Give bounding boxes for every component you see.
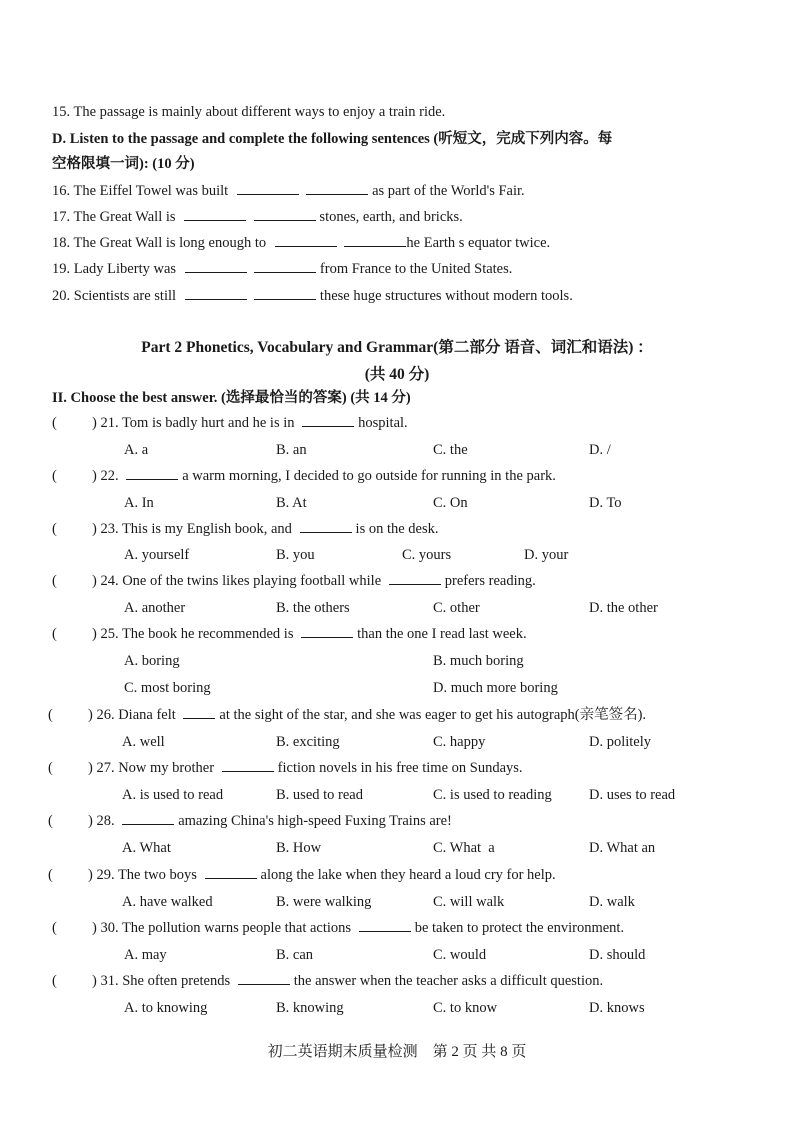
question-18 — [52, 234, 550, 252]
option-c[interactable]: C. will walk — [433, 894, 505, 910]
answer-blank[interactable] — [275, 234, 337, 247]
option-c[interactable]: C. other — [433, 600, 480, 616]
option-a[interactable]: A. What — [122, 840, 171, 856]
question-stem-end: is on the desk. — [355, 521, 439, 537]
answer-blank[interactable] — [254, 260, 316, 273]
question-18-stem-end: he Earth s equator twice. — [406, 235, 551, 251]
question-stem-start: ) 29. The two boys — [88, 867, 197, 883]
answer-blank — [300, 520, 352, 533]
answer-blank[interactable] — [237, 182, 299, 195]
question-stem-start: ) 21. Tom is badly hurt and he is in — [92, 415, 295, 431]
option-d[interactable]: D. walk — [589, 894, 635, 910]
option-d[interactable]: D. your — [524, 547, 569, 563]
option-b[interactable]: B. knowing — [276, 1000, 344, 1016]
option-a[interactable]: A. yourself — [124, 547, 190, 563]
part2-title-line1: Part 2 Phonetics, Vocabulary and Grammar(第二部分 语音、词汇和语法) ： — [141, 339, 653, 356]
option-b[interactable]: B. How — [276, 840, 322, 856]
option-c[interactable]: C. happy — [433, 734, 486, 750]
option-a[interactable]: A. well — [122, 734, 165, 750]
option-d[interactable]: D. To — [589, 495, 622, 511]
question-stem-start: ) 22. — [92, 468, 119, 484]
answer-blank[interactable] — [185, 260, 247, 273]
option-c[interactable]: C. On — [433, 495, 468, 511]
answer-blank[interactable] — [306, 182, 368, 195]
part2-title-line2: (共 40 分) — [364, 366, 430, 383]
answer-blank — [126, 467, 178, 480]
option-b[interactable]: B. an — [276, 442, 307, 458]
question-stem-start: ) 27. Now my brother — [88, 760, 215, 776]
question-18-stem-start: 18. The Great Wall is long enough to — [52, 235, 267, 251]
option-a[interactable]: A. to knowing — [124, 1000, 208, 1016]
answer-paren[interactable]: ( — [52, 468, 57, 484]
question-21 — [92, 414, 408, 432]
answer-paren[interactable]: ( — [48, 867, 53, 883]
answer-blank[interactable] — [254, 208, 316, 221]
option-c[interactable]: C. would — [433, 947, 487, 963]
question-stem-end: along the lake when they heard a loud cry for help. — [260, 867, 556, 883]
option-a[interactable]: A. boring — [124, 653, 180, 669]
option-a[interactable]: A. is used to read — [122, 787, 224, 803]
answer-blank — [301, 625, 353, 638]
question-27 — [88, 759, 523, 777]
question-stem-start: ) 31. She often pretends — [92, 973, 231, 989]
question-29 — [88, 866, 556, 884]
question-25 — [92, 625, 527, 643]
question-30 — [92, 919, 624, 937]
question-28 — [88, 812, 452, 830]
question-24 — [92, 572, 536, 590]
option-d[interactable]: D. much more boring — [433, 680, 558, 696]
question-stem-end: the answer when the teacher asks a difficult question. — [293, 973, 604, 989]
question-20-stem-end: these huge structures without modern tools. — [319, 288, 573, 304]
question-stem-end: at the sight of the star, and she was eager to get his autograph(亲笔签名). — [219, 707, 647, 723]
question-17 — [52, 208, 463, 226]
answer-paren[interactable]: ( — [48, 760, 53, 776]
option-d[interactable]: D. the other — [589, 600, 658, 616]
question-stem-end: be taken to protect the environment. — [414, 920, 625, 936]
question-26 — [88, 706, 646, 724]
option-c[interactable]: C. most boring — [124, 680, 211, 696]
question-15: 15. The passage is mainly about different ways to enjoy a train ride. — [52, 104, 446, 120]
option-c[interactable]: C. to know — [433, 1000, 498, 1016]
answer-blank[interactable] — [184, 208, 246, 221]
question-stem-start: ) 25. The book he recommended is — [92, 626, 294, 642]
question-20-stem-start: 20. Scientists are still — [52, 288, 177, 304]
question-23 — [92, 520, 439, 538]
question-stem-start: ) 23. This is my English book, and — [92, 521, 292, 537]
option-a[interactable]: A. In — [124, 495, 154, 511]
question-19-stem-end: from France to the United States. — [319, 261, 513, 277]
question-stem-end: fiction novels in his free time on Sundays. — [277, 760, 523, 776]
question-stem-end: than the one I read last week. — [357, 626, 527, 642]
question-stem-end: amazing China's high-speed Fuxing Trains are! — [178, 813, 452, 829]
answer-blank — [238, 972, 290, 985]
option-d[interactable]: D. should — [589, 947, 646, 963]
option-d[interactable]: D. knows — [589, 1000, 645, 1016]
option-b[interactable]: B. were walking — [276, 894, 372, 910]
option-b[interactable]: B. At — [276, 495, 307, 511]
option-a[interactable]: A. another — [124, 600, 186, 616]
answer-paren[interactable]: ( — [52, 626, 57, 642]
answer-paren[interactable]: ( — [52, 920, 57, 936]
answer-blank — [205, 866, 257, 879]
question-19 — [52, 260, 512, 278]
option-c[interactable]: C. the — [433, 442, 468, 458]
option-a[interactable]: A. may — [124, 947, 167, 963]
answer-paren[interactable]: ( — [52, 521, 57, 537]
question-16 — [52, 182, 525, 200]
question-19-stem-start: 19. Lady Liberty was — [52, 261, 177, 277]
option-b[interactable]: B. you — [276, 547, 315, 563]
question-16-stem-end: as part of the World's Fair. — [372, 183, 525, 199]
section-d-instruction-line1: D. Listen to the passage and complete the following sentences (听短文，完成下列内容。每 — [52, 131, 613, 147]
question-stem-end: hospital. — [358, 415, 408, 431]
option-d[interactable]: D. / — [589, 442, 611, 458]
question-stem-end: a warm morning, I decided to go outside for running in the park. — [182, 468, 556, 484]
answer-blank — [222, 759, 274, 772]
page-footer: 初二英语期末质量检测 第 2 页 共 8 页 — [267, 1044, 527, 1060]
answer-paren[interactable]: ( — [48, 813, 53, 829]
option-c[interactable]: C. yours — [402, 547, 452, 563]
question-stem-end: prefers reading. — [444, 573, 536, 589]
option-a[interactable]: A. a — [124, 442, 149, 458]
question-stem-start: ) 26. Diana felt — [88, 707, 176, 723]
question-stem-start: ) 30. The pollution warns people that actions — [92, 920, 352, 936]
answer-blank — [302, 414, 354, 427]
option-b[interactable]: B. much boring — [433, 653, 524, 669]
answer-blank[interactable] — [344, 234, 406, 247]
answer-paren[interactable]: ( — [52, 573, 57, 589]
answer-blank — [122, 812, 174, 825]
option-d[interactable]: D. uses to read — [589, 787, 676, 803]
answer-blank — [389, 572, 441, 585]
answer-blank — [359, 919, 411, 932]
option-a[interactable]: A. have walked — [122, 894, 213, 910]
option-d[interactable]: D. What an — [589, 840, 656, 856]
question-stem-start: ) 24. One of the twins likes playing football while — [92, 573, 382, 589]
option-b[interactable]: B. used to read — [276, 787, 363, 803]
question-22 — [92, 467, 556, 485]
option-d[interactable]: D. politely — [589, 734, 652, 750]
answer-paren[interactable]: ( — [48, 707, 53, 723]
question-20 — [52, 287, 573, 305]
question-31 — [92, 972, 603, 990]
option-b[interactable]: B. exciting — [276, 734, 340, 750]
section-d-instruction-line2: 空格限填一词): (10 分) — [52, 156, 195, 172]
option-b[interactable]: B. the others — [276, 600, 350, 616]
option-c[interactable]: C. is used to reading — [433, 787, 552, 803]
question-17-stem-start: 17. The Great Wall is — [52, 209, 176, 225]
answer-blank[interactable] — [254, 287, 316, 300]
answer-blank[interactable] — [185, 287, 247, 300]
answer-blank — [183, 706, 215, 719]
section-ii-title: II. Choose the best answer. (选择最恰当的答案) (共 14 分) — [52, 390, 411, 406]
option-c[interactable]: C. What a — [433, 840, 495, 856]
option-b[interactable]: B. can — [276, 947, 314, 963]
question-stem-start: ) 28. — [88, 813, 115, 829]
question-16-stem-start: 16. The Eiffel Towel was built — [52, 183, 229, 199]
answer-paren[interactable]: ( — [52, 973, 57, 989]
answer-paren[interactable]: ( — [52, 415, 57, 431]
question-17-stem-end: stones, earth, and bricks. — [319, 209, 463, 225]
